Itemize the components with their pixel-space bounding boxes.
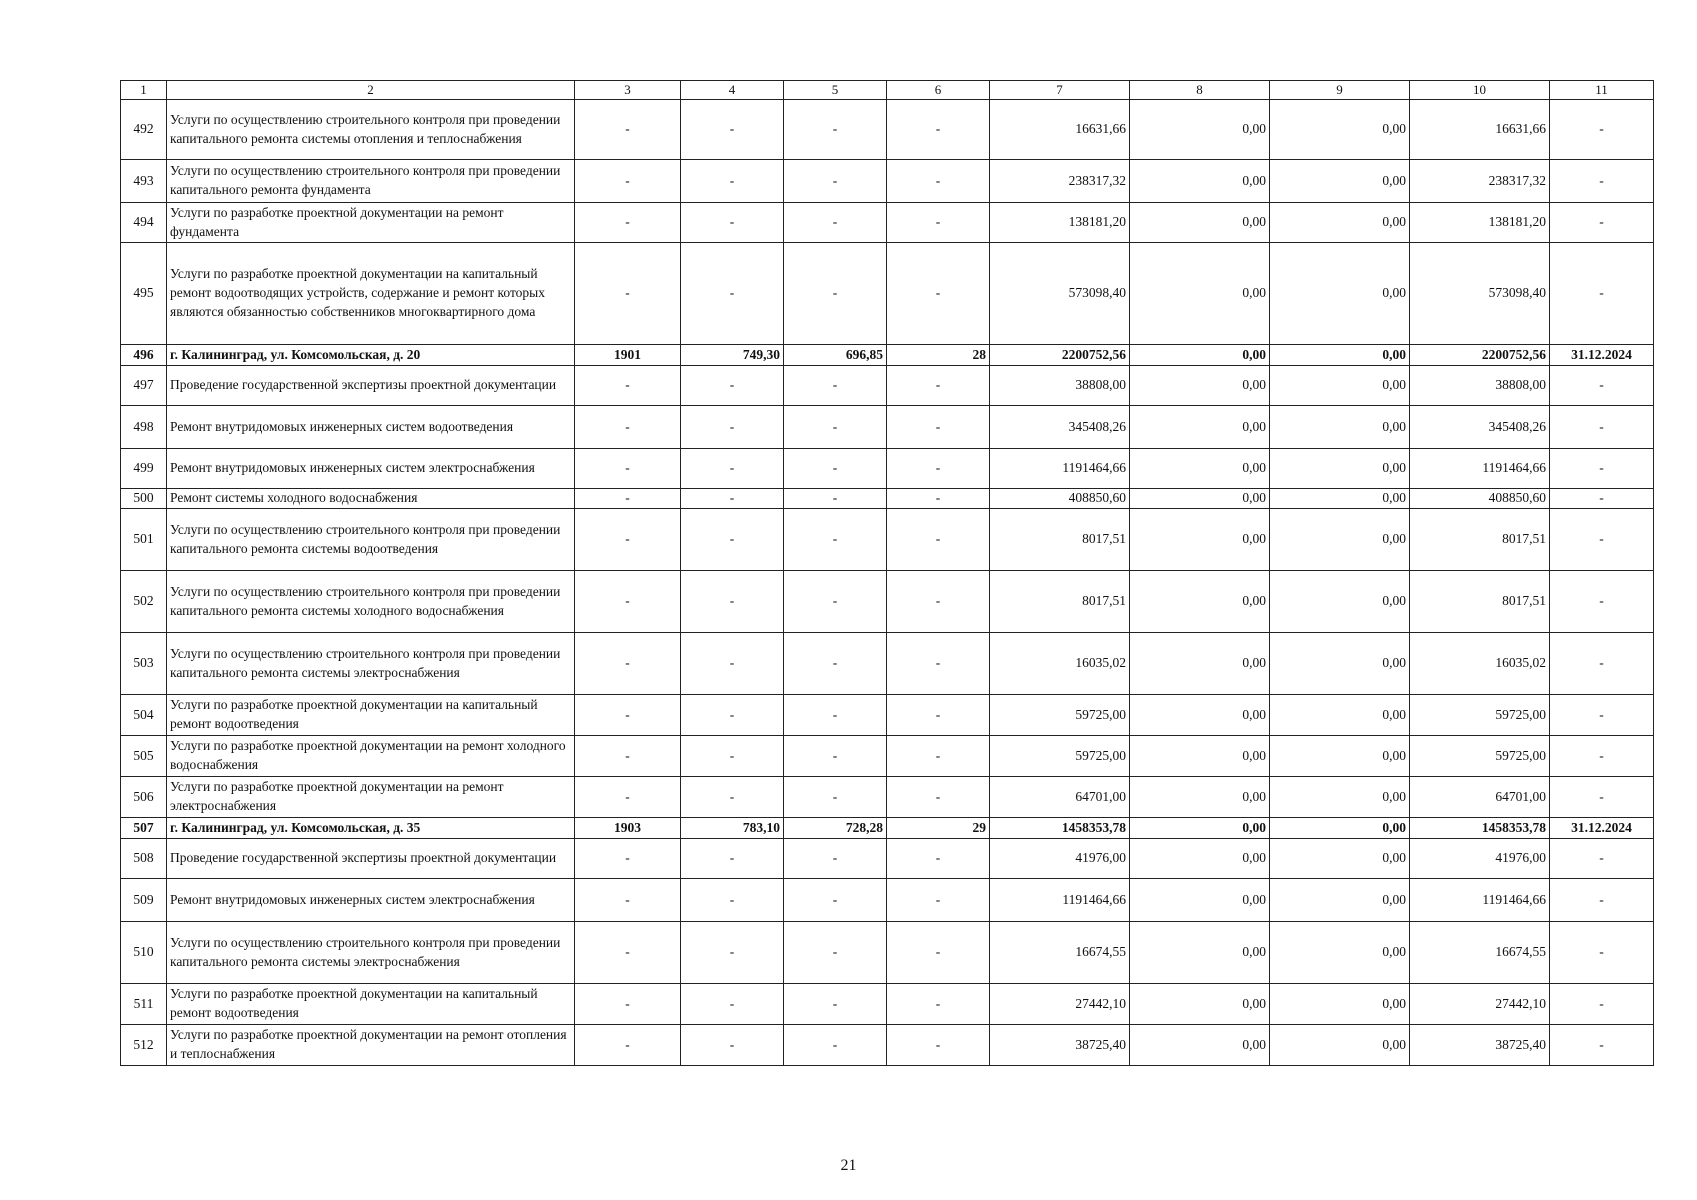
- cell-total-cost: 8017,51: [990, 571, 1130, 633]
- cell-col10: 41976,00: [1410, 839, 1550, 879]
- cell-col8: 0,00: [1130, 243, 1270, 345]
- cell-col3: -: [575, 1025, 681, 1066]
- row-number: 511: [121, 984, 167, 1025]
- cell-total-cost: 1191464,66: [990, 449, 1130, 489]
- building-address: г. Калининград, ул. Комсомольская, д. 35: [167, 818, 575, 839]
- cell-col6: -: [887, 839, 990, 879]
- cell-col6: -: [887, 489, 990, 509]
- work-description: Услуги по разработке проектной документации на капитальный ремонт водоотводящих устройств, содержание и ремонт которых являются обязанностью собственников многоквартирного дома: [167, 243, 575, 345]
- cell-col3: -: [575, 695, 681, 736]
- cell-col11: -: [1550, 243, 1654, 345]
- column-header: 6: [887, 81, 990, 100]
- table-row: [121, 879, 1654, 922]
- cell-col11: 31.12.2024: [1550, 818, 1654, 839]
- cell-col9: 0,00: [1270, 243, 1410, 345]
- work-description: Ремонт внутридомовых инженерных систем водоотведения: [167, 406, 575, 449]
- cell-col10: 2200752,56: [1410, 345, 1550, 366]
- row-number: 492: [121, 100, 167, 160]
- table-row: [121, 366, 1654, 406]
- cell-col8: 0,00: [1130, 777, 1270, 818]
- work-description: Услуги по разработке проектной документации на ремонт фундамента: [167, 203, 575, 243]
- cell-col8: 0,00: [1130, 160, 1270, 203]
- cell-col5: -: [784, 777, 887, 818]
- cell-total-cost: 345408,26: [990, 406, 1130, 449]
- cell-col10: 238317,32: [1410, 160, 1550, 203]
- row-number: 510: [121, 922, 167, 984]
- column-header: 3: [575, 81, 681, 100]
- cell-col6: -: [887, 243, 990, 345]
- cell-col8: 0,00: [1130, 1025, 1270, 1066]
- cell-col3: -: [575, 449, 681, 489]
- row-number: 493: [121, 160, 167, 203]
- cell-col9: 0,00: [1270, 366, 1410, 406]
- cell-col8: 0,00: [1130, 406, 1270, 449]
- cell-col5: -: [784, 695, 887, 736]
- cell-col6: -: [887, 922, 990, 984]
- cell-col8: 0,00: [1130, 366, 1270, 406]
- work-description: Услуги по разработке проектной документации на ремонт холодного водоснабжения: [167, 736, 575, 777]
- cell-col6: 28: [887, 345, 990, 366]
- work-description: Услуги по осуществлению строительного контроля при проведении капитального ремонта системы водоотведения: [167, 509, 575, 571]
- cell-col9: 0,00: [1270, 839, 1410, 879]
- table-row: [121, 839, 1654, 879]
- cell-total-cost: 138181,20: [990, 203, 1130, 243]
- cell-total-cost: 16674,55: [990, 922, 1130, 984]
- cell-col8: 0,00: [1130, 345, 1270, 366]
- cell-col6: -: [887, 633, 990, 695]
- cell-total-cost: 27442,10: [990, 984, 1130, 1025]
- cell-col6: -: [887, 160, 990, 203]
- cell-col10: 38808,00: [1410, 366, 1550, 406]
- cell-col10: 64701,00: [1410, 777, 1550, 818]
- cell-col6: 29: [887, 818, 990, 839]
- cell-col9: 0,00: [1270, 818, 1410, 839]
- work-description: Ремонт внутридомовых инженерных систем электроснабжения: [167, 879, 575, 922]
- cell-col3: -: [575, 633, 681, 695]
- cell-col8: 0,00: [1130, 100, 1270, 160]
- cell-col6: -: [887, 100, 990, 160]
- cell-col9: 0,00: [1270, 736, 1410, 777]
- cell-col10: 16631,66: [1410, 100, 1550, 160]
- table-row: [121, 449, 1654, 489]
- cell-col6: -: [887, 449, 990, 489]
- cell-col10: 59725,00: [1410, 695, 1550, 736]
- table-row: [121, 406, 1654, 449]
- cell-col11: -: [1550, 509, 1654, 571]
- cell-col4: 749,30: [681, 345, 784, 366]
- work-description: Услуги по разработке проектной документации на капитальный ремонт водоотведения: [167, 984, 575, 1025]
- cell-col5: -: [784, 366, 887, 406]
- cell-col10: 1458353,78: [1410, 818, 1550, 839]
- cell-col3: 1903: [575, 818, 681, 839]
- cell-col10: 16035,02: [1410, 633, 1550, 695]
- cell-col9: 0,00: [1270, 489, 1410, 509]
- cell-col11: -: [1550, 1025, 1654, 1066]
- row-number: 502: [121, 571, 167, 633]
- work-description: Ремонт системы холодного водоснабжения: [167, 489, 575, 509]
- cell-col4: -: [681, 509, 784, 571]
- cell-col6: -: [887, 695, 990, 736]
- cell-col4: -: [681, 922, 784, 984]
- cell-col4: -: [681, 879, 784, 922]
- cell-col10: 1191464,66: [1410, 879, 1550, 922]
- column-header: 1: [121, 81, 167, 100]
- cell-col6: -: [887, 984, 990, 1025]
- row-number: 504: [121, 695, 167, 736]
- work-description: Услуги по осуществлению строительного контроля при проведении капитального ремонта системы электроснабжения: [167, 922, 575, 984]
- cell-col3: -: [575, 203, 681, 243]
- cell-col8: 0,00: [1130, 509, 1270, 571]
- table-row: [121, 489, 1654, 509]
- cell-col6: -: [887, 509, 990, 571]
- column-header: 11: [1550, 81, 1654, 100]
- work-description: Услуги по осуществлению строительного контроля при проведении капитального ремонта системы холодного водоснабжения: [167, 571, 575, 633]
- cell-total-cost: 16631,66: [990, 100, 1130, 160]
- cell-col4: -: [681, 1025, 784, 1066]
- cell-total-cost: 408850,60: [990, 489, 1130, 509]
- cell-col9: 0,00: [1270, 777, 1410, 818]
- cell-col3: -: [575, 509, 681, 571]
- cell-col10: 59725,00: [1410, 736, 1550, 777]
- cell-col11: -: [1550, 406, 1654, 449]
- cell-col11: -: [1550, 449, 1654, 489]
- row-number: 507: [121, 818, 167, 839]
- cell-col11: -: [1550, 571, 1654, 633]
- cell-col10: 345408,26: [1410, 406, 1550, 449]
- row-number: 498: [121, 406, 167, 449]
- cell-col9: 0,00: [1270, 203, 1410, 243]
- row-number: 512: [121, 1025, 167, 1066]
- cell-col3: -: [575, 984, 681, 1025]
- cell-col3: -: [575, 160, 681, 203]
- cell-col9: 0,00: [1270, 571, 1410, 633]
- cell-col6: -: [887, 879, 990, 922]
- cell-col9: 0,00: [1270, 509, 1410, 571]
- cell-col11: -: [1550, 984, 1654, 1025]
- cell-col5: -: [784, 203, 887, 243]
- cell-col11: -: [1550, 736, 1654, 777]
- column-header: 10: [1410, 81, 1550, 100]
- cell-col8: 0,00: [1130, 879, 1270, 922]
- cell-col4: -: [681, 571, 784, 633]
- cell-col8: 0,00: [1130, 922, 1270, 984]
- cell-col5: -: [784, 736, 887, 777]
- cell-col6: -: [887, 777, 990, 818]
- cell-col8: 0,00: [1130, 449, 1270, 489]
- cell-col5: -: [784, 100, 887, 160]
- cell-col5: -: [784, 922, 887, 984]
- column-header: 9: [1270, 81, 1410, 100]
- cell-col4: 783,10: [681, 818, 784, 839]
- cell-col4: -: [681, 160, 784, 203]
- cell-total-cost: 8017,51: [990, 509, 1130, 571]
- cell-col5: -: [784, 879, 887, 922]
- cell-col9: 0,00: [1270, 633, 1410, 695]
- table-row: [121, 243, 1654, 345]
- cell-col9: 0,00: [1270, 1025, 1410, 1066]
- work-description: Услуги по осуществлению строительного контроля при проведении капитального ремонта системы отопления и теплоснабжения: [167, 100, 575, 160]
- row-number: 497: [121, 366, 167, 406]
- table-row: [121, 984, 1654, 1025]
- cell-col9: 0,00: [1270, 922, 1410, 984]
- table-row: [121, 695, 1654, 736]
- work-description: Услуги по разработке проектной документации на ремонт электроснабжения: [167, 777, 575, 818]
- cell-col6: -: [887, 366, 990, 406]
- cell-total-cost: 64701,00: [990, 777, 1130, 818]
- cell-col8: 0,00: [1130, 633, 1270, 695]
- table-row: [121, 160, 1654, 203]
- cell-col5: -: [784, 1025, 887, 1066]
- row-number: 503: [121, 633, 167, 695]
- row-number: 508: [121, 839, 167, 879]
- cell-total-cost: 238317,32: [990, 160, 1130, 203]
- building-address: г. Калининград, ул. Комсомольская, д. 20: [167, 345, 575, 366]
- row-number: 500: [121, 489, 167, 509]
- cell-col11: -: [1550, 100, 1654, 160]
- cell-col10: 573098,40: [1410, 243, 1550, 345]
- cell-col3: -: [575, 839, 681, 879]
- column-header: 2: [167, 81, 575, 100]
- row-number: 509: [121, 879, 167, 922]
- row-number: 494: [121, 203, 167, 243]
- cell-total-cost: 38725,40: [990, 1025, 1130, 1066]
- building-address-row: [121, 818, 1654, 839]
- cell-total-cost: 59725,00: [990, 736, 1130, 777]
- cell-col8: 0,00: [1130, 571, 1270, 633]
- cell-col4: -: [681, 406, 784, 449]
- cell-col8: 0,00: [1130, 203, 1270, 243]
- cell-col9: 0,00: [1270, 449, 1410, 489]
- cell-col5: -: [784, 449, 887, 489]
- column-header: 5: [784, 81, 887, 100]
- cell-total-cost: 16035,02: [990, 633, 1130, 695]
- cell-col8: 0,00: [1130, 984, 1270, 1025]
- cell-col3: -: [575, 366, 681, 406]
- cell-col4: -: [681, 489, 784, 509]
- cell-col10: 38725,40: [1410, 1025, 1550, 1066]
- work-description: Услуги по разработке проектной документации на ремонт отопления и теплоснабжения: [167, 1025, 575, 1066]
- cell-col11: 31.12.2024: [1550, 345, 1654, 366]
- cell-col9: 0,00: [1270, 695, 1410, 736]
- cell-col3: -: [575, 406, 681, 449]
- row-number: 495: [121, 243, 167, 345]
- cell-col10: 16674,55: [1410, 922, 1550, 984]
- cell-col5: -: [784, 243, 887, 345]
- cell-col8: 0,00: [1130, 818, 1270, 839]
- cell-col8: 0,00: [1130, 489, 1270, 509]
- cell-col4: -: [681, 243, 784, 345]
- capital-repair-register-table: [120, 80, 1654, 1066]
- cell-col6: -: [887, 736, 990, 777]
- cell-col3: -: [575, 777, 681, 818]
- cell-col9: 0,00: [1270, 100, 1410, 160]
- cell-col10: 8017,51: [1410, 509, 1550, 571]
- table-row: [121, 736, 1654, 777]
- table-row: [121, 203, 1654, 243]
- cell-total-cost: 573098,40: [990, 243, 1130, 345]
- cell-col4: -: [681, 203, 784, 243]
- work-description: Ремонт внутридомовых инженерных систем электроснабжения: [167, 449, 575, 489]
- building-address-row: [121, 345, 1654, 366]
- cell-col11: -: [1550, 160, 1654, 203]
- cell-col4: -: [681, 736, 784, 777]
- cell-col9: 0,00: [1270, 345, 1410, 366]
- cell-col10: 1191464,66: [1410, 449, 1550, 489]
- work-description: Услуги по осуществлению строительного контроля при проведении капитального ремонта фундамента: [167, 160, 575, 203]
- cell-col3: -: [575, 736, 681, 777]
- cell-col9: 0,00: [1270, 160, 1410, 203]
- column-header: 8: [1130, 81, 1270, 100]
- cell-col4: -: [681, 777, 784, 818]
- cell-col3: 1901: [575, 345, 681, 366]
- cell-col6: -: [887, 203, 990, 243]
- work-description: Услуги по осуществлению строительного контроля при проведении капитального ремонта системы электроснабжения: [167, 633, 575, 695]
- cell-total-cost: 2200752,56: [990, 345, 1130, 366]
- cell-col11: -: [1550, 777, 1654, 818]
- cell-col11: -: [1550, 489, 1654, 509]
- cell-col8: 0,00: [1130, 736, 1270, 777]
- cell-col3: -: [575, 100, 681, 160]
- cell-col3: -: [575, 571, 681, 633]
- cell-col6: -: [887, 1025, 990, 1066]
- cell-col8: 0,00: [1130, 839, 1270, 879]
- cell-col4: -: [681, 695, 784, 736]
- cell-col5: -: [784, 633, 887, 695]
- cell-col5: -: [784, 160, 887, 203]
- work-description: Проведение государственной экспертизы проектной документации: [167, 839, 575, 879]
- table-row: [121, 922, 1654, 984]
- table-row: [121, 633, 1654, 695]
- cell-col3: -: [575, 243, 681, 345]
- cell-col4: -: [681, 449, 784, 489]
- cell-col3: -: [575, 879, 681, 922]
- row-number: 499: [121, 449, 167, 489]
- cell-col11: -: [1550, 839, 1654, 879]
- cell-total-cost: 1191464,66: [990, 879, 1130, 922]
- cell-col11: -: [1550, 695, 1654, 736]
- cell-col10: 27442,10: [1410, 984, 1550, 1025]
- cell-col11: -: [1550, 203, 1654, 243]
- table-row: [121, 509, 1654, 571]
- column-header: 4: [681, 81, 784, 100]
- cell-col3: -: [575, 489, 681, 509]
- cell-col11: -: [1550, 633, 1654, 695]
- cell-col9: 0,00: [1270, 879, 1410, 922]
- column-header: 7: [990, 81, 1130, 100]
- row-number: 505: [121, 736, 167, 777]
- cell-col6: -: [887, 406, 990, 449]
- cell-col10: 8017,51: [1410, 571, 1550, 633]
- column-number-header: [121, 81, 1654, 100]
- row-number: 501: [121, 509, 167, 571]
- cell-total-cost: 1458353,78: [990, 818, 1130, 839]
- work-description: Услуги по разработке проектной документации на капитальный ремонт водоотведения: [167, 695, 575, 736]
- table-row: [121, 1025, 1654, 1066]
- cell-col3: -: [575, 922, 681, 984]
- cell-total-cost: 41976,00: [990, 839, 1130, 879]
- cell-col5: -: [784, 984, 887, 1025]
- cell-col5: -: [784, 406, 887, 449]
- cell-col11: -: [1550, 922, 1654, 984]
- cell-total-cost: 38808,00: [990, 366, 1130, 406]
- table-row: [121, 100, 1654, 160]
- cell-col5: 728,28: [784, 818, 887, 839]
- work-description: Проведение государственной экспертизы проектной документации: [167, 366, 575, 406]
- cell-col5: -: [784, 489, 887, 509]
- cell-col9: 0,00: [1270, 984, 1410, 1025]
- cell-col8: 0,00: [1130, 695, 1270, 736]
- cell-col4: -: [681, 839, 784, 879]
- cell-col9: 0,00: [1270, 406, 1410, 449]
- cell-col10: 138181,20: [1410, 203, 1550, 243]
- cell-col4: -: [681, 100, 784, 160]
- cell-col5: -: [784, 839, 887, 879]
- cell-col10: 408850,60: [1410, 489, 1550, 509]
- cell-col4: -: [681, 366, 784, 406]
- table-row: [121, 777, 1654, 818]
- cell-col5: 696,85: [784, 345, 887, 366]
- cell-total-cost: 59725,00: [990, 695, 1130, 736]
- cell-col11: -: [1550, 366, 1654, 406]
- cell-col4: -: [681, 984, 784, 1025]
- cell-col4: -: [681, 633, 784, 695]
- row-number: 506: [121, 777, 167, 818]
- page-number: 21: [840, 1157, 857, 1174]
- cell-col6: -: [887, 571, 990, 633]
- cell-col11: -: [1550, 879, 1654, 922]
- row-number: 496: [121, 345, 167, 366]
- cell-col5: -: [784, 509, 887, 571]
- table-row: [121, 571, 1654, 633]
- cell-col5: -: [784, 571, 887, 633]
